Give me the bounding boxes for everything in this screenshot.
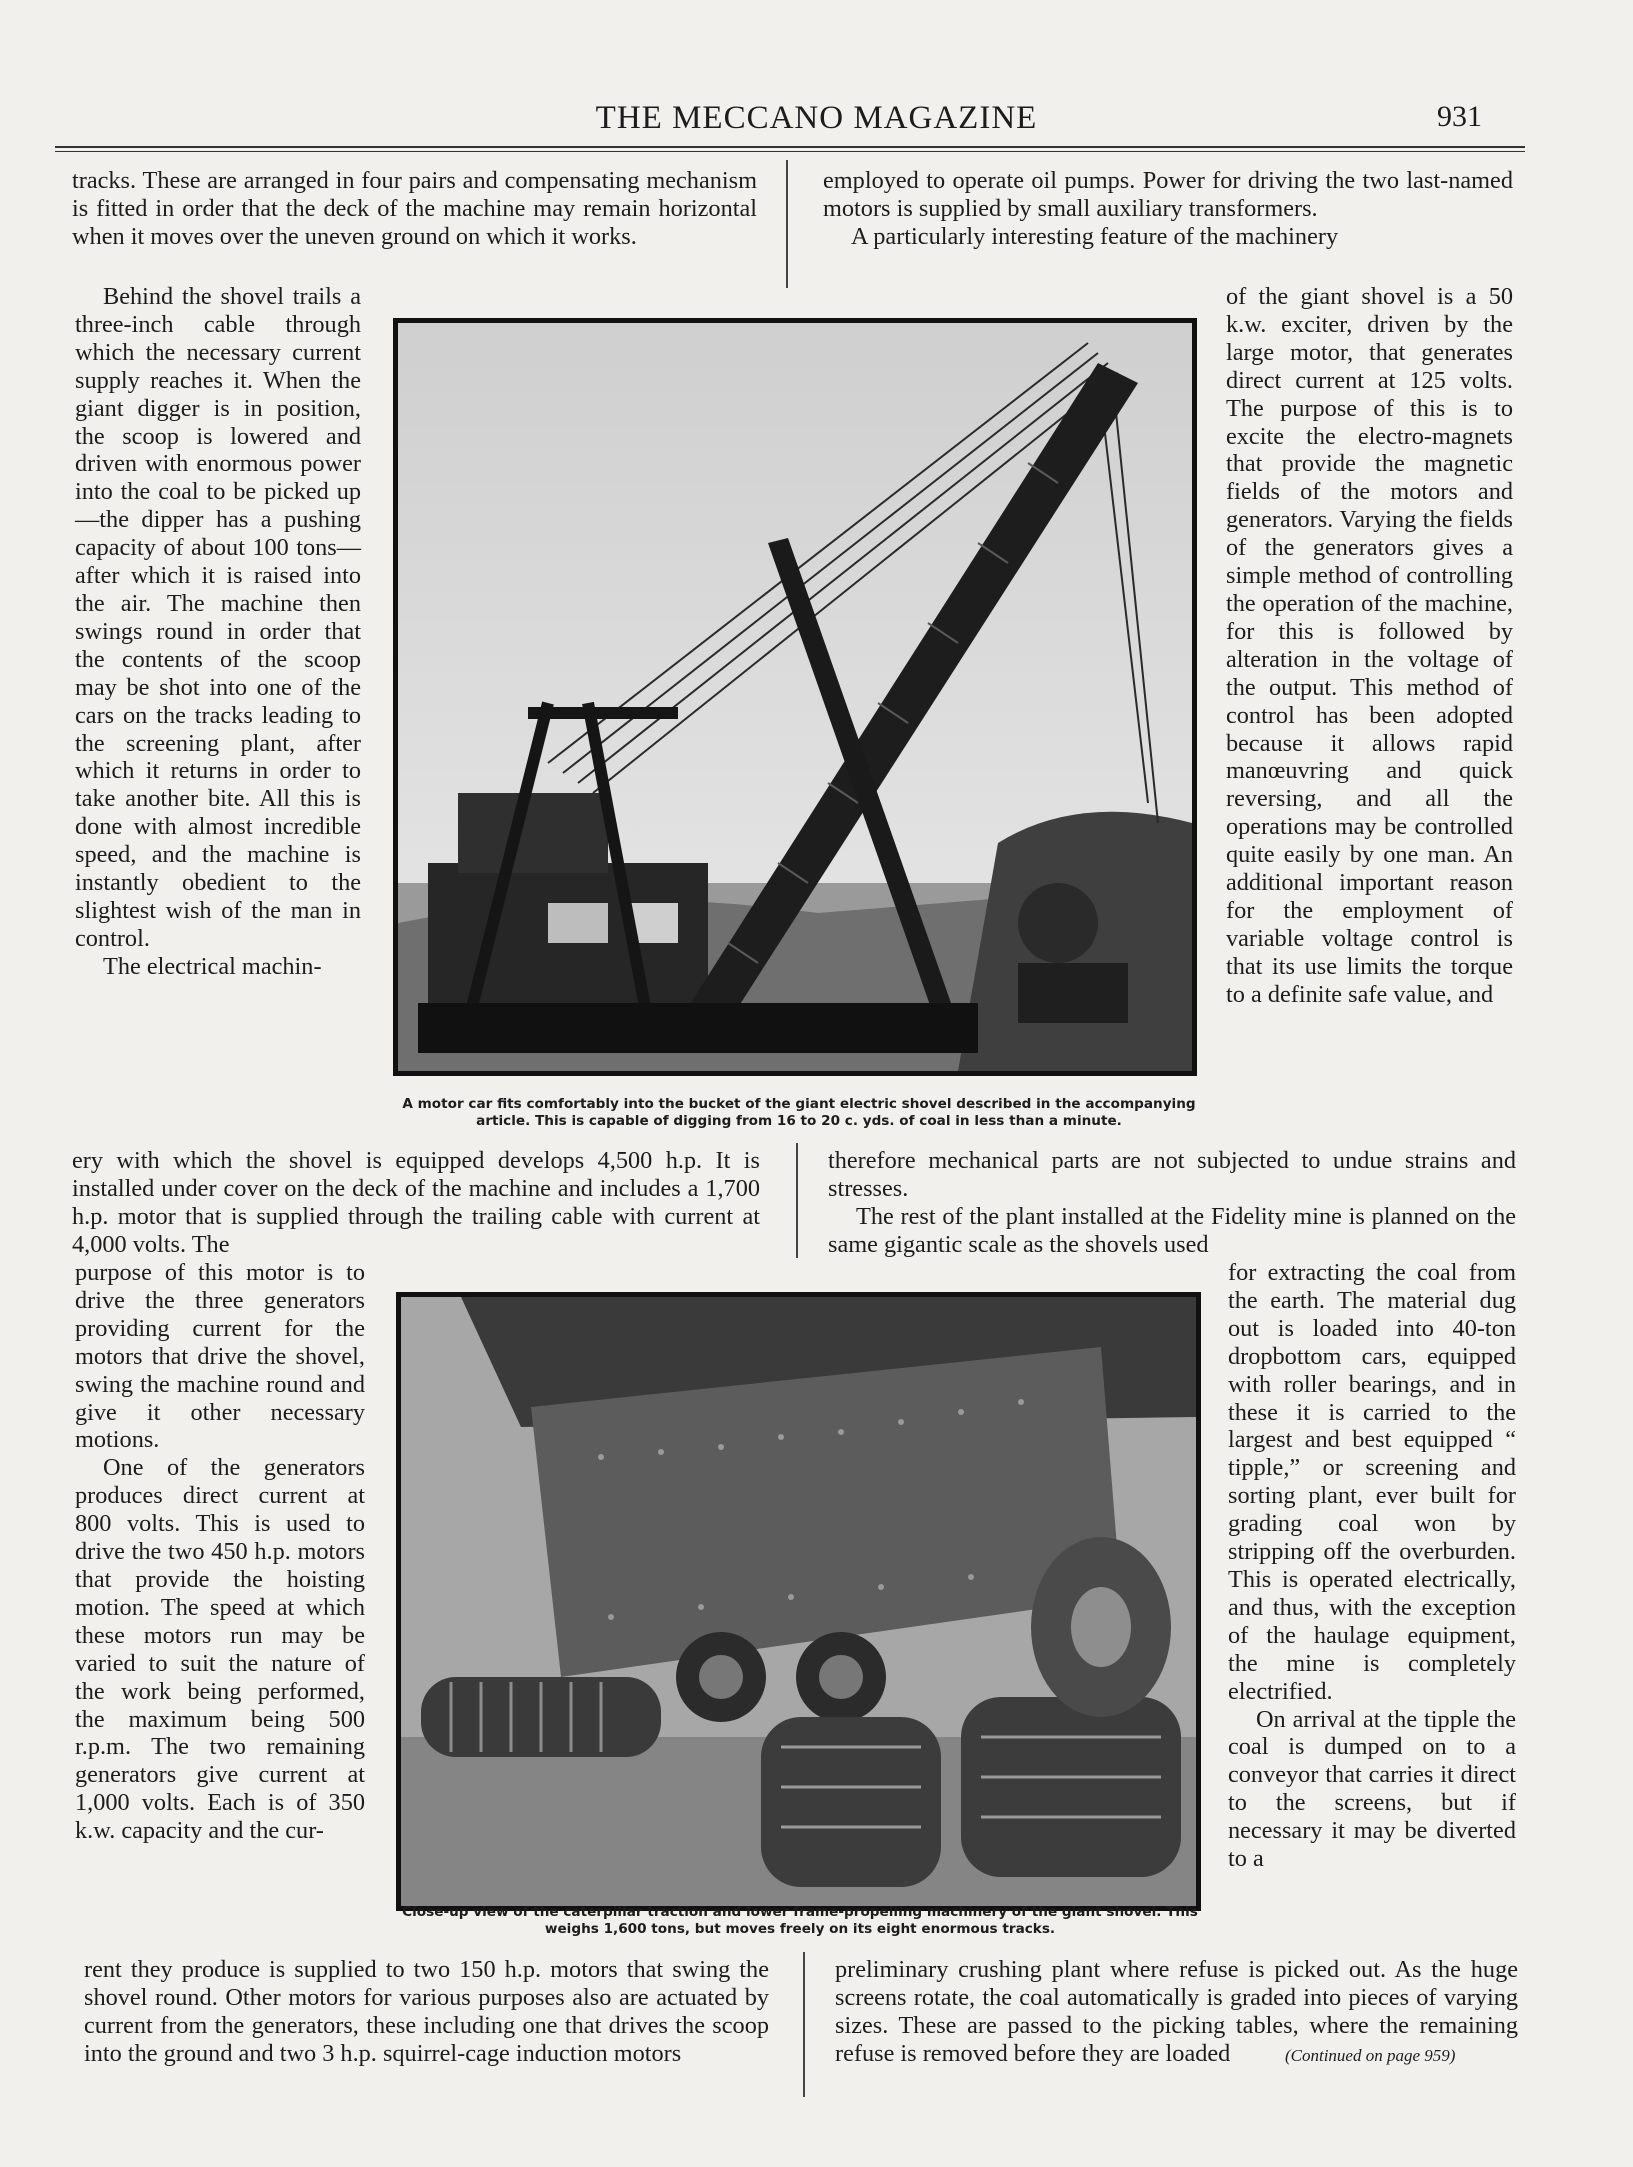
right-narrow-paragraph-2: for extracting the coal from the earth. The material dug out is loaded into 40-ton dropbottom cars, equipped with roller bearings, and in these it is carried to the largest and best equipped “ tipple,” or screening and sorting plant, ever built for grading coal won by stripping off the overburden. This is operated electrically, and thus, with the exception of the haulage equipment, the mine is completely electrified. <box>1228 1259 1516 1705</box>
middle-right-paragraph-2: The rest of the plant installed at the Fidelity mine is planned on the same gigantic scale as the shovels used <box>828 1202 1516 1258</box>
giant-shovel-illustration <box>398 323 1192 1071</box>
top-right-column <box>823 167 1513 251</box>
column-divider-top <box>786 160 788 288</box>
magazine-title: THE MECCANO MAGAZINE <box>595 100 1038 136</box>
bottom-right-text: preliminary crushing plant where refuse is picked out. As the huge screens rotate, the coal automatically is graded into pieces of varying sizes. These are passed to the picking tables, where the remaining refuse is removed before they are loaded <box>835 1956 1518 2067</box>
page-number: 931 <box>1437 100 1482 133</box>
left-narrow-column-2 <box>75 1259 365 1845</box>
middle-right-paragraph-1: therefore mechanical parts are not subjected to undue strains and stresses. <box>828 1147 1516 1202</box>
left-narrow-paragraph-2: The electrical machin- <box>103 952 322 980</box>
photo-2-caption: Close-up view of the caterpillar traction and lower frame-propelling machinery of the giant shovel. This weighs 1,600 tons, but moves freely on its eight enormous tracks. <box>402 1904 1198 1937</box>
caterpillar-tracks-photo <box>396 1292 1201 1911</box>
right-narrow-column-1 <box>1226 283 1513 1009</box>
top-right-paragraph-2: A particularly interesting feature of the machinery <box>851 222 1339 250</box>
left-narrow-paragraph-1: Behind the shovel trails a three-inch cable through which the necessary current supply reaches it. When the giant digger is in position, the scoop is lowered and driven with enormous power into the coal to be picked up—the dipper has a pushing capacity of about 100 tons—after which it is raised into the air. The machine then swings round in order that the contents of the scoop may be shot into one of the cars on the tracks leading to the screening plant, after which it returns in order to take another bite. All this is done with almost incredible speed, and the machine is instantly obedient to the slightest wish of the man in control. <box>75 283 361 952</box>
right-narrow-column-2 <box>1228 1259 1516 1873</box>
right-narrow-paragraph-3: On arrival at the tipple the coal is dumped on to a conveyor that carries it direct to the screens, but if necessary it may be diverted to a <box>1228 1705 1516 1873</box>
middle-left-paragraph: ery with which the shovel is equipped develops 4,500 h.p. It is installed under cover on the deck of the machine and includes a 1,700 h.p. motor that is supplied through the trailing cable with current at 4,000 volts. The <box>72 1147 760 1258</box>
header-rule <box>55 146 1525 148</box>
giant-shovel-photo <box>393 318 1197 1076</box>
bottom-right-column <box>835 1956 1518 2070</box>
caterpillar-tracks-illustration <box>401 1297 1196 1906</box>
middle-left-column <box>72 1147 760 1259</box>
left-narrow-paragraph-3: purpose of this motor is to drive the three generators providing current for the motors that drive the shovel, swing the machine round and give it other necessary motions. <box>75 1259 365 1454</box>
top-left-paragraph: tracks. These are arranged in four pairs and compensating mechanism is fitted in order that the deck of the machine may remain horizontal when it moves over the uneven ground on which it works. <box>72 167 757 250</box>
bottom-left-column <box>84 1956 769 2068</box>
top-left-column <box>72 167 757 251</box>
bottom-right-paragraph <box>835 1956 1518 2070</box>
left-narrow-paragraph-4: One of the generators produces direct current at 800 volts. This is used to drive the two 450 h.p. motors that provide the hoisting motion. The speed at which these motors run may be varied to suit the nature of the work being performed, the maximum being 500 r.p.m. The two remaining generators give current at 1,000 volts. Each is of 350 k.w. capacity and the cur- <box>75 1454 365 1845</box>
right-narrow-paragraph-1: of the giant shovel is a 50 k.w. exciter, driven by the large motor, that generates direct current at 125 volts. The purpose of this is to excite the electro-magnets that provide the magnetic fields of the motors and generators. Varying the fields of the generators gives a simple method of controlling the operation of the machine, for this is followed by alteration in the voltage of the output. This method of control has been adopted because it allows rapid manœuvring and quick reversing, and all the operations may be controlled quite easily by one man. An additional important reason for the employment of variable voltage control is that its use limits the torque to a definite safe value, and <box>1226 283 1513 1008</box>
header-rule-thin <box>55 151 1525 152</box>
left-narrow-column-1 <box>75 283 361 981</box>
photo-1-caption: A motor car fits comfortably into the bucket of the giant electric shovel described in the accompanying article. This is capable of digging from 16 to 20 c. yds. of coal in less than a minute. <box>402 1096 1196 1129</box>
bottom-left-paragraph: rent they produce is supplied to two 150 h.p. motors that swing the shovel round. Other motors for various purposes also are actuated by current from the generators, these including one that drives the scoop into the ground and two 3 h.p. squirrel-cage induction motors <box>84 1956 769 2067</box>
column-divider-middle <box>796 1143 798 1258</box>
continued-notice: (Continued on page 959) <box>1284 2045 1456 2065</box>
top-right-paragraph-1: employed to operate oil pumps. Power for driving the two last-named motors is supplied by small auxiliary transformers. <box>823 167 1513 222</box>
column-divider-bottom <box>803 1952 805 2097</box>
middle-right-column <box>828 1147 1516 1259</box>
